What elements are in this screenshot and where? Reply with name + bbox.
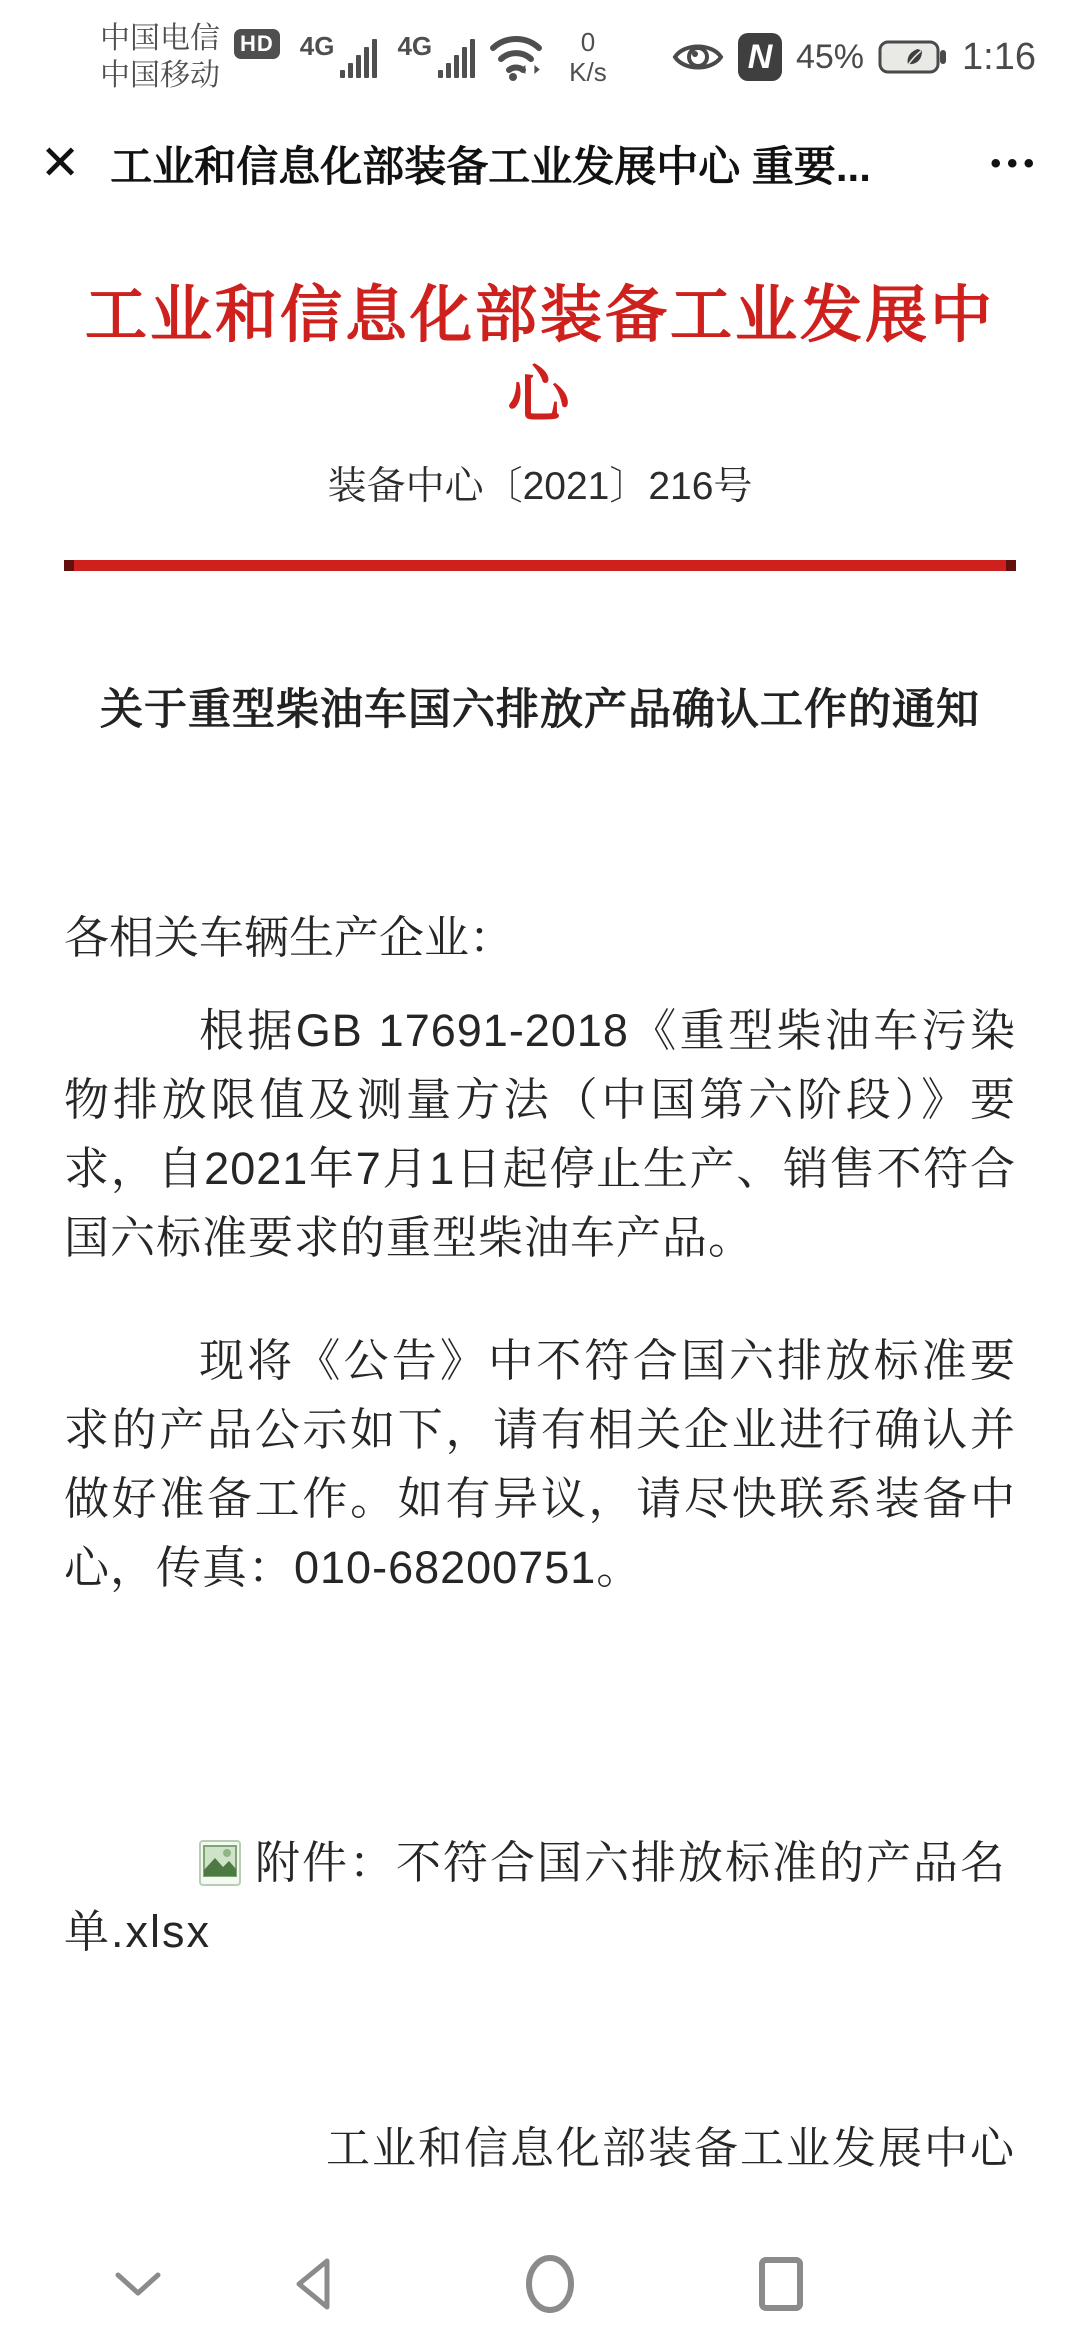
signal-bars-icon xyxy=(438,38,475,78)
clock-time: 1:16 xyxy=(962,35,1036,78)
network-speed: 0 K/s xyxy=(569,27,607,87)
android-nav-bar xyxy=(0,2228,1080,2340)
notice-title: 关于重型柴油车国六排放产品确认工作的通知 xyxy=(100,686,980,734)
status-bar xyxy=(0,0,1080,108)
paragraph-2: 现将《公告》中不符合国六排放标准要求的产品公示如下，请有相关企业进行确认并做好准备工作。如有异议，请尽快联系装备中心，传真：010-68200751。 xyxy=(64,1335,1016,1593)
document-body xyxy=(0,276,1080,2296)
carrier-names xyxy=(100,20,220,94)
title-bar xyxy=(0,108,1080,220)
hd-voice-icon: HD xyxy=(234,29,280,59)
excel-file-icon xyxy=(199,1840,241,1886)
signal-sim1: 4G xyxy=(300,31,378,84)
page-title: 工业和信息化部装备工业发展中心 重要... xyxy=(110,143,871,190)
attachment-link[interactable]: 附件：不符合国六排放标准的产品名单.xlsx xyxy=(64,1837,1008,1957)
attachment-row[interactable] xyxy=(64,1828,1016,1966)
document-number: 装备中心〔2021〕216号 xyxy=(327,465,753,508)
back-icon[interactable] xyxy=(291,2256,335,2312)
more-menu-icon[interactable]: ••• xyxy=(990,147,1040,180)
close-icon[interactable]: ✕ xyxy=(40,137,81,190)
signal-bars-icon xyxy=(340,38,377,78)
battery-icon xyxy=(878,39,948,75)
paragraph-1: 根据GB 17691-2018《重型柴油车污染物排放限值及测量方法（中国第六阶段）》要求，自2021年7月1日起停止生产、销售不符合国六标准要求的重型柴油车产品。 xyxy=(64,1005,1016,1263)
signal-sim2: 4G xyxy=(397,31,475,84)
salutation: 各相关车辆生产企业： xyxy=(64,912,515,963)
home-icon[interactable] xyxy=(522,2254,578,2314)
hide-navbar-chevron-icon[interactable] xyxy=(112,2270,164,2298)
recents-icon[interactable] xyxy=(756,2255,806,2313)
carrier-secondary: 中国移动 xyxy=(100,59,220,92)
document-letterhead: 工业和信息化部装备工业发展中心 xyxy=(84,282,995,430)
nfc-icon: N xyxy=(738,33,782,81)
eye-comfort-icon xyxy=(672,38,724,76)
red-divider xyxy=(64,560,1016,571)
carrier-primary: 中国电信 xyxy=(100,22,220,55)
wifi-icon xyxy=(489,32,547,82)
battery-percent: 45% xyxy=(795,37,865,76)
issuer-signature: 工业和信息化部装备工业发展中心 xyxy=(326,2124,1016,2173)
